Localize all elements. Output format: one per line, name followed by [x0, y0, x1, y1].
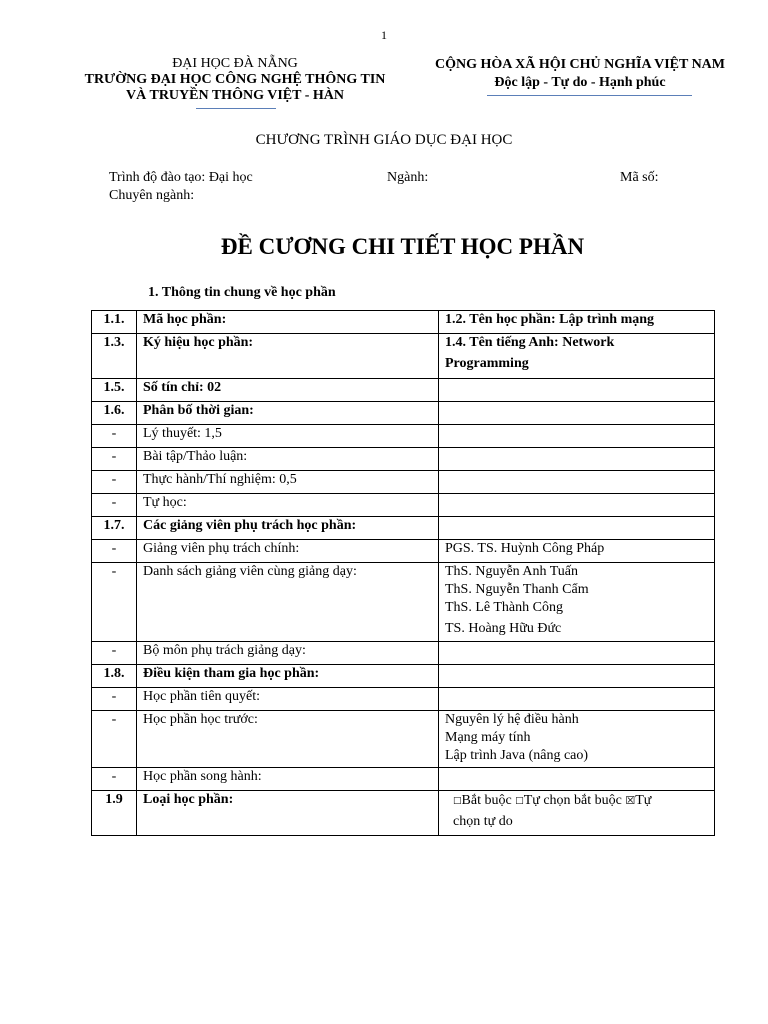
exercise-hours: Bài tập/Thảo luận: — [137, 448, 439, 471]
school-name-line1: TRƯỜNG ĐẠI HỌC CÔNG NGHỆ THÔNG TIN — [84, 72, 386, 87]
row-bullet: - — [92, 711, 137, 768]
department-label: Bộ môn phụ trách giảng dạy: — [137, 642, 439, 665]
header-left — [60, 56, 410, 104]
row-bullet: - — [92, 768, 137, 791]
theory-hours: Lý thuyết: 1,5 — [137, 425, 439, 448]
header-right-rule — [487, 95, 692, 96]
row-number: 1.3. — [92, 334, 137, 379]
university-name: ĐẠI HỌC ĐÀ NẴNG — [172, 56, 298, 71]
empty-cell — [439, 494, 715, 517]
empty-cell — [439, 665, 715, 688]
list-item: Lập trình Java (nâng cao) — [445, 748, 589, 763]
course-code-label: Mã học phần: — [137, 311, 439, 334]
parallel-courses-label: Học phần song hành: — [137, 768, 439, 791]
empty-cell — [439, 642, 715, 665]
checkbox-checked-icon[interactable]: ☒ — [625, 794, 636, 807]
table-row — [92, 379, 715, 402]
option-free-elective-part1: Tự — [635, 793, 652, 808]
table-row — [92, 425, 715, 448]
program-title: CHƯƠNG TRÌNH GIÁO DỤC ĐẠI HỌC — [255, 132, 513, 148]
row-number: 1.9 — [92, 791, 137, 836]
row-bullet: - — [92, 494, 137, 517]
table-row — [92, 494, 715, 517]
school-name-line2: VÀ TRUYỀN THÔNG VIỆT - HÀN — [126, 88, 344, 103]
list-item: Nguyên lý hệ điều hành — [445, 712, 579, 727]
table-row — [92, 768, 715, 791]
prerequisite-courses-label: Học phần tiên quyết: — [137, 688, 439, 711]
row-bullet: - — [92, 642, 137, 665]
course-type-options — [439, 791, 715, 836]
empty-cell — [439, 425, 715, 448]
credits: Số tín chỉ: 02 — [137, 379, 439, 402]
option-free-elective-part2: chọn tự do — [453, 814, 513, 829]
table-row — [92, 642, 715, 665]
page-number: 1 — [381, 28, 387, 42]
table-row — [92, 471, 715, 494]
table-row — [92, 334, 715, 379]
english-name — [439, 334, 715, 379]
option-elective-required: Tự chọn bắt buộc — [523, 793, 622, 808]
list-item: Mạng máy tính — [445, 730, 531, 745]
empty-cell — [439, 448, 715, 471]
row-bullet: - — [92, 688, 137, 711]
prerequisites-label: Điều kiện tham gia học phần: — [137, 665, 439, 688]
prior-courses-list — [439, 711, 715, 768]
row-bullet: - — [92, 563, 137, 642]
row-number: 1.1. — [92, 311, 137, 334]
list-item: ThS. Nguyễn Anh Tuấn — [445, 564, 579, 579]
motto: Độc lập - Tự do - Hạnh phúc — [494, 75, 666, 90]
table-row — [92, 711, 715, 768]
list-item: ThS. Nguyễn Thanh Cẩm — [445, 582, 589, 597]
table-row — [92, 540, 715, 563]
co-lecturers-label: Danh sách giảng viên cùng giảng dạy: — [137, 563, 439, 642]
empty-cell — [439, 379, 715, 402]
empty-cell — [439, 402, 715, 425]
row-number: 1.6. — [92, 402, 137, 425]
row-number: 1.5. — [92, 379, 137, 402]
specialization-label: Chuyên ngành: — [109, 188, 195, 203]
empty-cell — [439, 517, 715, 540]
header-left-rule — [196, 108, 276, 109]
co-lecturers-list — [439, 563, 715, 642]
prior-courses-label: Học phần học trước: — [137, 711, 439, 768]
document-title: ĐỀ CƯƠNG CHI TIẾT HỌC PHẦN — [220, 234, 585, 259]
table-row — [92, 311, 715, 334]
table-row — [92, 517, 715, 540]
checkbox-unchecked-icon[interactable]: □ — [453, 796, 462, 806]
section-title: 1. Thông tin chung về học phần — [148, 285, 336, 300]
table-row — [92, 402, 715, 425]
course-name: 1.2. Tên học phần: Lập trình mạng — [439, 311, 715, 334]
course-symbol-label: Ký hiệu học phần: — [137, 334, 439, 379]
main-lecturer: PGS. TS. Huỳnh Công Pháp — [439, 540, 715, 563]
row-bullet: - — [92, 471, 137, 494]
self-study-hours: Tự học: — [137, 494, 439, 517]
english-name-line1: 1.4. Tên tiếng Anh: Network — [445, 335, 615, 350]
time-allocation-label: Phân bố thời gian: — [137, 402, 439, 425]
lecturers-label: Các giảng viên phụ trách học phần: — [137, 517, 439, 540]
table-row — [92, 448, 715, 471]
table-row — [92, 563, 715, 642]
list-item: ThS. Lê Thành Công — [445, 600, 563, 615]
code-label: Mã số: — [620, 170, 659, 185]
row-number: 1.8. — [92, 665, 137, 688]
country-name: CỘNG HÒA XÃ HỘI CHỦ NGHĨA VIỆT NAM — [434, 57, 725, 72]
course-info-table — [91, 310, 715, 836]
table-row — [92, 665, 715, 688]
header-right — [410, 56, 750, 92]
english-name-line2: Programming — [445, 356, 529, 371]
main-lecturer-label: Giảng viên phụ trách chính: — [137, 540, 439, 563]
table-row — [92, 791, 715, 836]
row-number: 1.7. — [92, 517, 137, 540]
list-item: TS. Hoàng Hữu Đức — [445, 621, 562, 636]
major-label: Ngành: — [387, 170, 429, 185]
practice-hours: Thực hành/Thí nghiệm: 0,5 — [137, 471, 439, 494]
empty-cell — [439, 471, 715, 494]
course-type-label: Loại học phần: — [137, 791, 439, 836]
table-row — [92, 688, 715, 711]
row-bullet: - — [92, 448, 137, 471]
empty-cell — [439, 688, 715, 711]
row-bullet: - — [92, 540, 137, 563]
checkbox-unchecked-icon[interactable]: □ — [515, 796, 524, 806]
option-required: Bắt buộc — [461, 793, 512, 808]
training-level: Trình độ đào tạo: Đại học — [109, 170, 253, 185]
row-bullet: - — [92, 425, 137, 448]
empty-cell — [439, 768, 715, 791]
